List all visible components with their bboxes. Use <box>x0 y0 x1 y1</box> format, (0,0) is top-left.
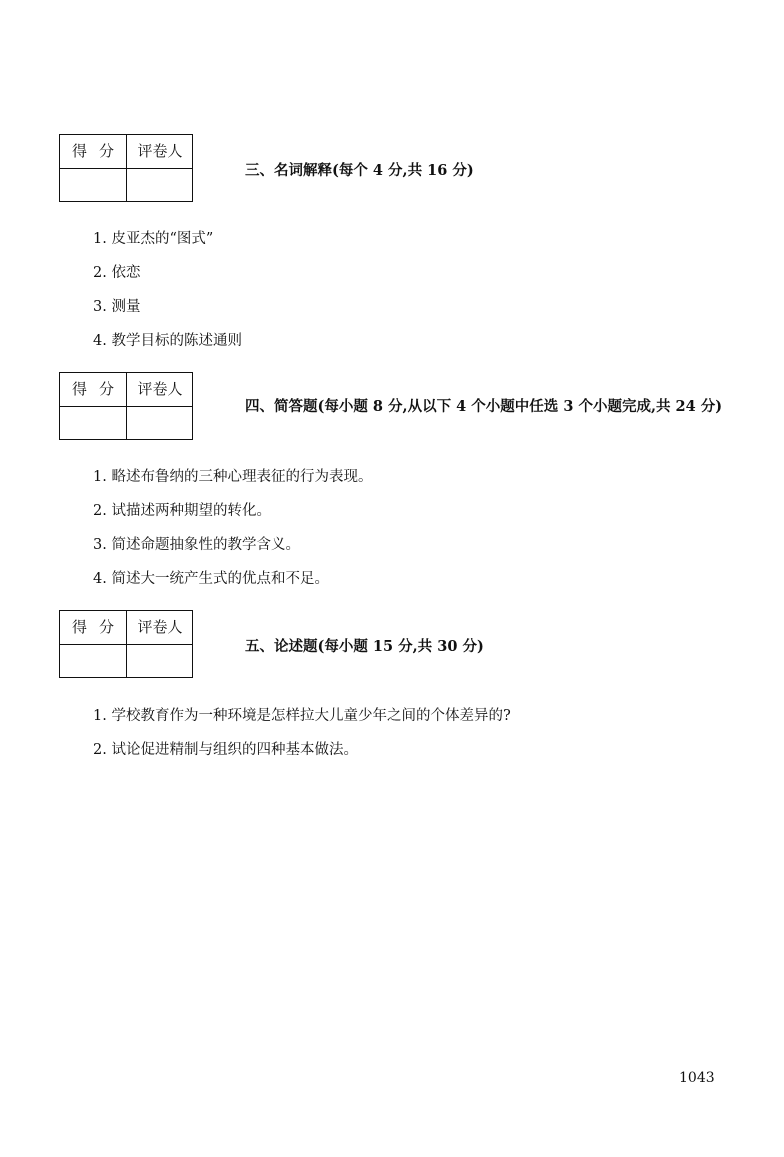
score-cell[interactable] <box>60 407 126 439</box>
question-item: 2. 依恋 <box>93 265 141 281</box>
score-label: 得分 <box>72 142 127 160</box>
question-item: 3. 测量 <box>93 299 141 315</box>
section-heading: 三、名词解释(每个 4 分,共 16 分) <box>245 162 474 179</box>
score-box <box>59 134 193 202</box>
question-item: 1. 略述布鲁纳的三种心理表征的行为表现。 <box>93 469 373 485</box>
question-item: 4. 简述大一统产生式的优点和不足。 <box>93 571 329 587</box>
grader-cell[interactable] <box>127 645 193 677</box>
section-heading: 四、简答题(每小题 8 分,从以下 4 个小题中任选 3 个小题完成,共 24 分) <box>245 398 723 415</box>
grader-cell[interactable] <box>127 407 193 439</box>
section-heading: 五、论述题(每小题 15 分,共 30 分) <box>245 638 484 655</box>
question-item: 2. 试论促进精制与组织的四种基本做法。 <box>93 742 358 758</box>
question-item: 2. 试描述两种期望的转化。 <box>93 503 271 519</box>
question-item: 3. 简述命题抽象性的教学含义。 <box>93 537 300 553</box>
grader-label: 评卷人 <box>137 142 183 160</box>
question-item: 4. 教学目标的陈述通则 <box>93 333 242 349</box>
question-item: 1. 学校教育作为一种环境是怎样拉大儿童少年之间的个体差异的? <box>93 708 511 724</box>
page-number: 1043 <box>679 1070 715 1086</box>
score-label: 得分 <box>72 618 127 636</box>
grader-label: 评卷人 <box>137 380 183 398</box>
question-item: 1. 皮亚杰的“图式” <box>93 231 214 247</box>
score-box <box>59 610 193 678</box>
score-cell[interactable] <box>60 645 126 677</box>
score-label: 得分 <box>72 380 127 398</box>
grader-cell[interactable] <box>127 169 193 201</box>
score-box <box>59 372 193 440</box>
grader-label: 评卷人 <box>137 618 183 636</box>
score-cell[interactable] <box>60 169 126 201</box>
